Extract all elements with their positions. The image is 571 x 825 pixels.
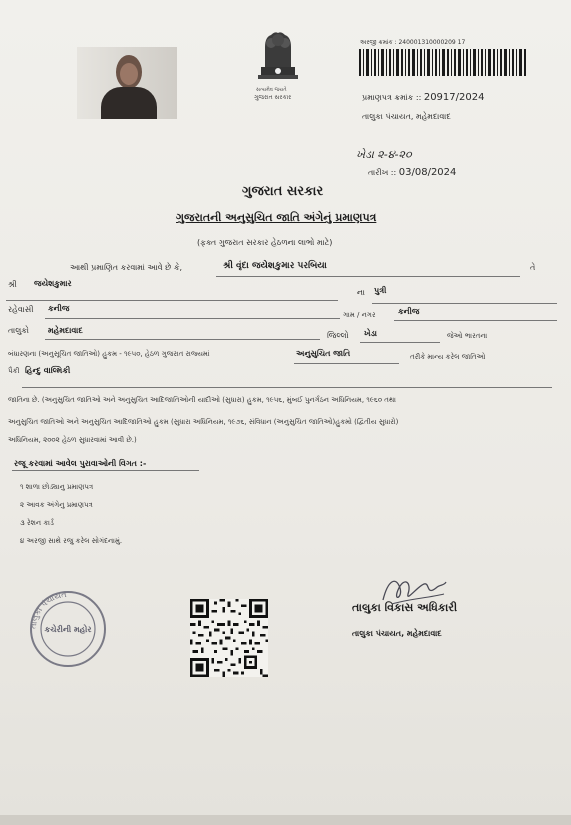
taluka-label: તાલુકો: [8, 326, 29, 335]
father-prefix: શ્રી: [8, 280, 17, 289]
para-line-1: જાતિના છે. (અનુસુચિત જાતિઓ અને અનુસુચિત આદિજાતિઓની યાદીઓ (સુધારા) હુકમ, ૧૯૫૬, મુંબઈ પુનર્ગઠન અધિનિયમ, ૧૯૬૦ તથા: [8, 396, 396, 404]
district-label: જિલ્લો: [327, 331, 349, 340]
evidence-item-2: ૨ આવક અંગેનુ પ્રમાણપત્ર: [20, 501, 93, 509]
evidence-item-3: ૩ રેશન કાર્ડ: [20, 519, 54, 527]
resident-label: રહેવાસી: [8, 305, 34, 314]
applicant-name: શ્રી વૃંદા જયેશકુમાર પરબિયા: [223, 261, 327, 271]
certify-prefix: આથી પ્રમાણિત કરવામાં આવે છે કે,: [70, 263, 183, 272]
signatory-title: તાલુકા વિકાસ અધિકારી: [352, 601, 458, 614]
village-label: ગામ / નગર: [343, 311, 376, 319]
relation: પુત્રી: [374, 286, 387, 295]
barcode-number: અરજી ક્રમાંક : 240001310000209 17: [360, 39, 466, 46]
te-text: તે: [530, 263, 536, 272]
date-row: [368, 167, 456, 178]
cert-number-label: પ્રમાણપત્ર ક્રમાંક ::: [362, 93, 422, 102]
para-line-3: અધિનિયમ, ૨૦૦૨ હેઠળ સુધારવામાં આવી છે.): [8, 436, 137, 444]
barcode-icon: [359, 49, 527, 76]
certificate-title: ગુજરાતની અનુસુચિત જાતિ અંગેનું પ્રમાણપત્ર: [176, 211, 377, 224]
evidence-item-1: ૧ શાળા છોડ્યાનુ પ્રમાણપત્ર: [20, 483, 94, 491]
evidence-item-4: ૪ અરજી સાથે રજુ કરેલ સોગંદનામું.: [20, 537, 123, 545]
order-text: બંધારણના (અનુસૂચિત જાતિઓ) હુકમ - ૧૯૫૦, હેઠળ ગુજરાત રાજ્યમાં: [8, 350, 210, 358]
district-value: ખેડા: [364, 329, 377, 338]
subcaste-label: પૈકી: [8, 367, 20, 375]
bottom-strip: [0, 815, 571, 825]
cert-number: 20917/2024: [423, 92, 485, 103]
svg-text:તાલુકા પંચાયત: [29, 590, 67, 629]
date-label: તારીખ ::: [368, 168, 397, 177]
office-name: તાલુકા પંચાયત, મહેમદાવાદ: [362, 112, 451, 121]
certificate-subtitle: (ફક્ત ગુજરાત સરકાર હેઠળના લાભો માટે): [197, 238, 333, 247]
resident-value: કનીજ: [48, 304, 70, 313]
handwritten-ref: ખેડા ૨-૪-૨૦: [356, 148, 412, 161]
govt-title: ગુજરાત સરકાર: [242, 184, 324, 199]
stamp-center-text: કચેરીની મહોર: [44, 625, 92, 634]
state-emblem-icon: [253, 27, 303, 85]
recognised-text: તરીકે માન્ય કરેલ જાતિઓ: [410, 353, 486, 361]
office-stamp: [29, 590, 107, 668]
issue-date: 03/08/2024: [398, 167, 457, 178]
para-line-2: અનુસુચિત જાતિઓ અને અનુસુચિત આદિજાતિઓ હુકમ (સુધારા અધિનિયમ, ૧૯૭૬, સંવિધાન (અનુસુચિત જાતિઓ)હુકમો (દ્વિતીય સુધારો): [8, 418, 399, 426]
subcaste-value: હિન્દુ વાલ્મિકી: [25, 366, 71, 375]
india-text: જેઓ ભારતના: [447, 332, 488, 340]
village-value: કનીજ: [398, 307, 420, 316]
emblem-caption-2: ગુજરાત સરકાર: [254, 94, 292, 101]
qr-code-icon: [190, 599, 268, 677]
cert-number-row: [362, 92, 484, 103]
na-label: ના: [357, 288, 365, 297]
applicant-photo: [77, 47, 177, 119]
evidence-title: રજૂ કરવામાં આવેલ પુરાવાઓની વિગત :-: [14, 459, 147, 468]
stamp-ring-text: તાલુકા પંચાયત: [29, 590, 68, 630]
signatory-office: તાલુકા પંચાયત, મહેમદાવાદ: [352, 629, 442, 638]
taluka-value: મહેમદાવાદ: [48, 326, 83, 335]
father-name: જયેશકુમાર: [34, 279, 72, 288]
emblem-caption-1: સત્યમેવ જયતે: [256, 87, 287, 93]
caste-category: અનુસુચિત જાતિ: [296, 349, 351, 358]
